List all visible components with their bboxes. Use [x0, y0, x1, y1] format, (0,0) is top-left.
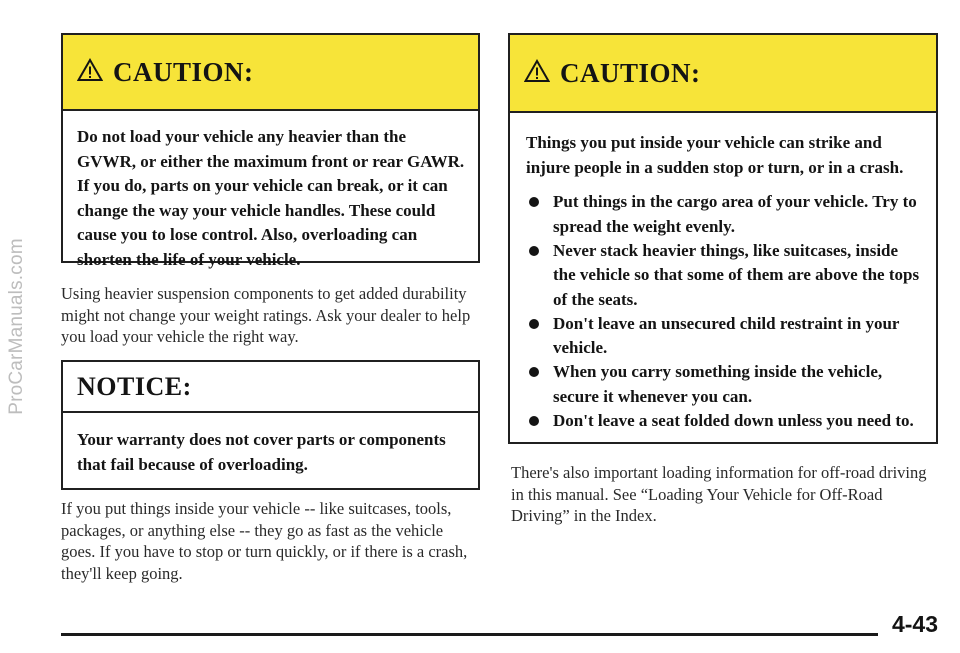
- warning-triangle-icon: [77, 58, 103, 87]
- caution-header: [510, 35, 936, 113]
- paragraph-suspension: Using heavier suspension components to get added durability might not change your weight ratings. Ask your dealer to help you load your vehicle the right way.: [61, 284, 471, 346]
- list-item-text: Don't leave a seat folded down unless you need to.: [553, 410, 914, 430]
- caution-content: [510, 113, 936, 433]
- paragraph-loose-items: If you put things inside your vehicle -- like suitcases, tools, packages, or anything else -- they go as fast as the vehicle goes. If you have to stop or turn quickly, or if there is a crash, they'll keep going.: [61, 499, 468, 583]
- caution-box-cargo: [508, 33, 938, 444]
- list-item-text: Don't leave an unsecured child restraint in your vehicle.: [553, 313, 900, 357]
- bullet-icon: [529, 246, 539, 256]
- bullet-icon: [529, 367, 539, 377]
- list-item: [526, 190, 924, 239]
- caution-title: CAUTION:: [113, 56, 254, 87]
- bullet-icon: [529, 416, 539, 426]
- caution-box-overload: [61, 33, 480, 269]
- caution-text: Do not load your vehicle any heavier than the GVWR, or either the maximum front or rear GAWR. If you do, parts on your vehicle can break, or it can change the way your vehicle handles. These could cause you to lose control. Also, overloading can shorten the life of your vehicle.: [77, 127, 465, 269]
- paragraph-off-road: There's also important loading information for off-road driving in this manual. See “Loading Your Vehicle for Off-Road Driving” in the Index.: [511, 463, 927, 525]
- watermark: ProCarManuals.com: [6, 238, 27, 415]
- page-number: 4-43: [891, 611, 938, 637]
- list-item-text: Put things in the cargo area of your vehicle. Try to spread the weight evenly.: [553, 192, 917, 236]
- caution-title: CAUTION:: [560, 57, 701, 88]
- footer-rule: [61, 633, 878, 636]
- bullet-icon: [529, 197, 539, 207]
- list-item-text: When you carry something inside the vehicle, secure it whenever you can.: [553, 362, 883, 406]
- caution-bullet-list: [526, 190, 924, 433]
- warning-triangle-icon: [524, 59, 550, 88]
- list-item: [526, 239, 924, 313]
- notice-text: Your warranty does not cover parts or components that fail because of overloading.: [77, 430, 446, 474]
- notice-box: [61, 360, 480, 490]
- list-item: [526, 360, 924, 409]
- notice-header: [63, 362, 478, 413]
- bullet-icon: [529, 319, 539, 329]
- caution-header: [63, 35, 478, 111]
- list-item: [526, 409, 924, 434]
- list-item-text: Never stack heavier things, like suitcases, inside the vehicle so that some of them are above the tops of the seats.: [553, 240, 920, 309]
- caution-intro: Things you put inside your vehicle can strike and injure people in a sudden stop or turn, or in a crash.: [526, 133, 904, 177]
- list-item: [526, 312, 924, 361]
- notice-title: NOTICE:: [77, 371, 192, 401]
